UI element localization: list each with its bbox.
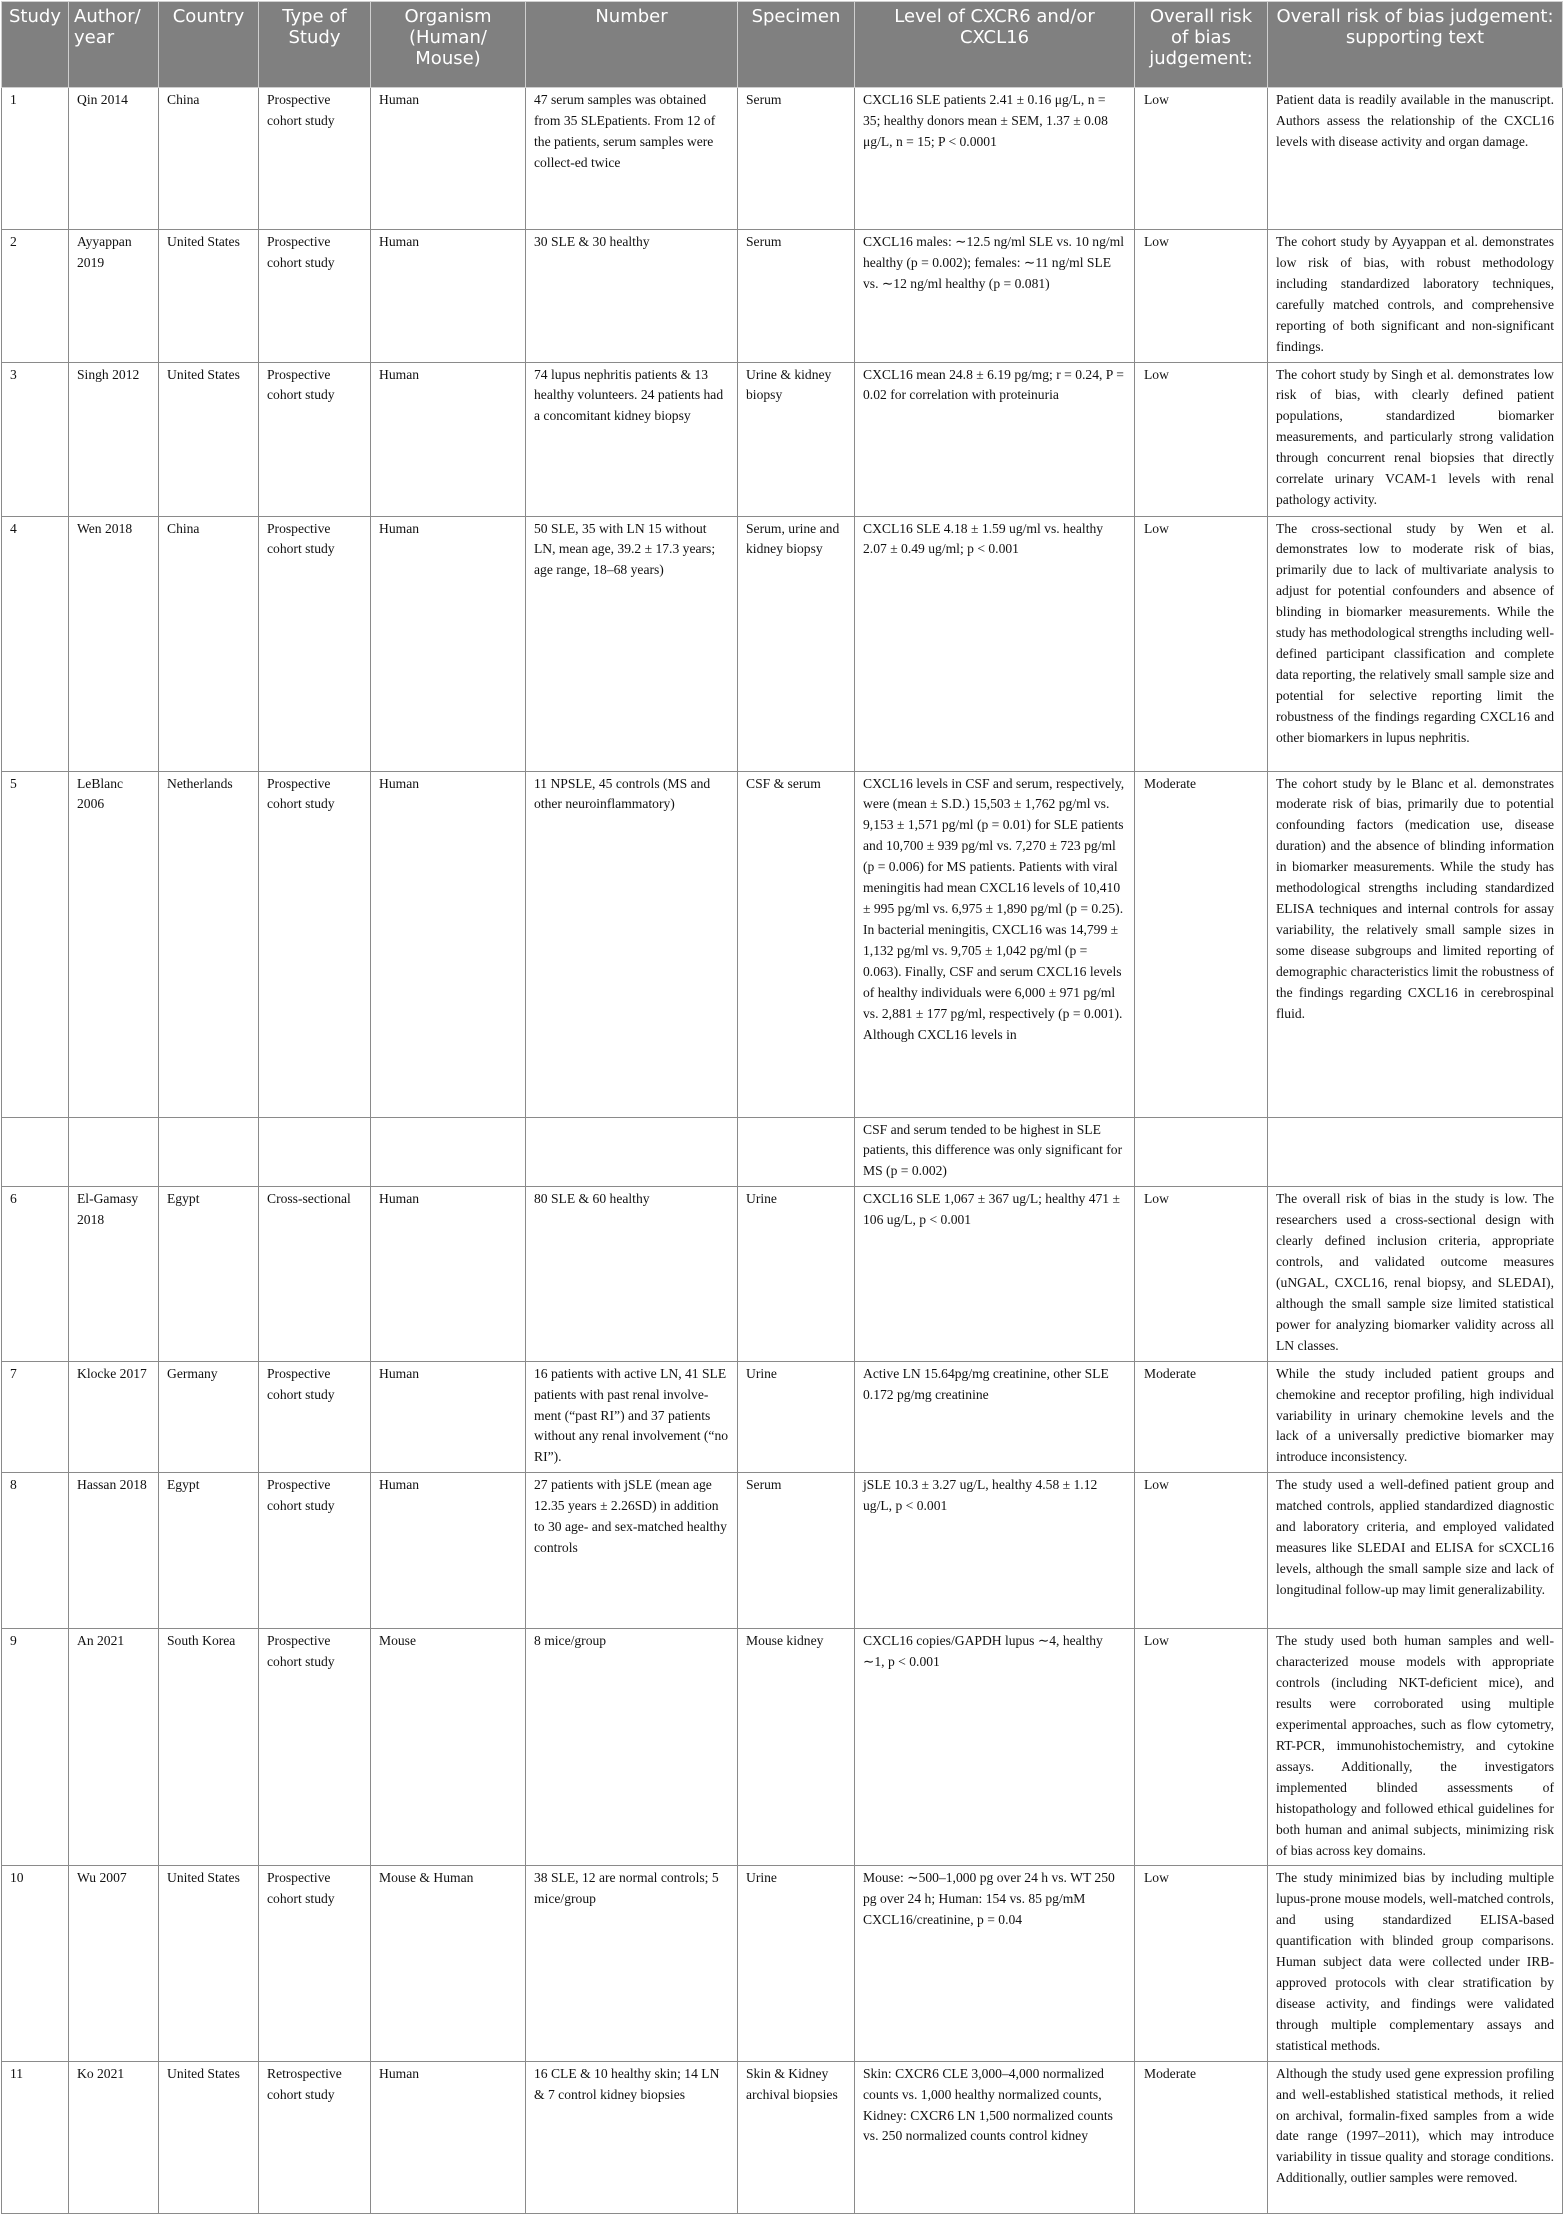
table-body: [2, 88, 1563, 2214]
cell-organism: Human: [371, 1473, 526, 1629]
cell-specimen: Urine: [738, 1361, 855, 1473]
cell-risk: Moderate: [1135, 1361, 1268, 1473]
cell-specimen: Urine & kidney biopsy: [738, 362, 855, 516]
cell-level: Mouse: ∼500–1,000 pg over 24 h vs. WT 250 pg over 24 h; Human: 154 vs. 85 pg/mM CXCL16/creatinine, p = 0.04: [855, 1866, 1135, 2061]
cell-level: CXCL16 males: ∼12.5 ng/ml SLE vs. 10 ng/ml healthy (p = 0.002); females: ∼11 ng/ml SLE vs. ∼12 ng/ml healthy (p = 0.081): [855, 230, 1135, 363]
table-row: [2, 1361, 1563, 1473]
cell-risk: Low: [1135, 1187, 1268, 1361]
cell-country: [159, 1117, 259, 1187]
cell-number: 16 patients with active LN, 41 SLE patients with past renal involve-ment (“past RI”) and 37 patients without any renal involvement (“no RI”).: [526, 1361, 738, 1473]
cell-number: 27 patients with jSLE (mean age 12.35 years ± 2.26SD) in addition to 30 age- and sex-matched healthy controls: [526, 1473, 738, 1629]
cell-country: United States: [159, 1866, 259, 2061]
cell-specimen: Urine: [738, 1866, 855, 2061]
table-row: [2, 1117, 1563, 1187]
cell-organism: Mouse: [371, 1629, 526, 1866]
cell-study: 5: [2, 771, 69, 1117]
cell-supporting-text: The study minimized bias by including multiple lupus-prone mouse models, well-matched controls, and using standardized ELISA-based quantification with blinded group comparisons. Human subject data were collected under IRB-approved protocols with clear stratification by disease activity, and findings were validated through multiple complementary assays and statistical methods.: [1268, 1866, 1563, 2061]
cell-country: United States: [159, 230, 259, 363]
cell-author-year: [69, 1117, 159, 1187]
cell-level: CXCL16 mean 24.8 ± 6.19 pg/mg; r = 0.24, P = 0.02 for correlation with proteinuria: [855, 362, 1135, 516]
cell-organism: Human: [371, 362, 526, 516]
table-row: [2, 1187, 1563, 1361]
cell-study: 2: [2, 230, 69, 363]
cell-level: jSLE 10.3 ± 3.27 ug/L, healthy 4.58 ± 1.12 ug/L, p < 0.001: [855, 1473, 1135, 1629]
header-row: [2, 2, 1563, 88]
cell-number: 8 mice/group: [526, 1629, 738, 1866]
cell-level: CXCL16 SLE 4.18 ± 1.59 ug/ml vs. healthy 2.07 ± 0.49 ug/ml; p < 0.001: [855, 516, 1135, 771]
table-row: [2, 1866, 1563, 2061]
header-type: Type of Study: [259, 2, 371, 88]
cell-study: [2, 1117, 69, 1187]
cell-country: Egypt: [159, 1473, 259, 1629]
cell-supporting-text: The cross-sectional study by Wen et al. demonstrates low to moderate risk of bias, primarily due to lack of multivariate analysis to adjust for potential confounders and absence of blinding in biomarker measurements. While the study has methodological strengths including well-defined participant classification and complete data reporting, the relatively small sample size and potential for selective reporting limit the robustness of the findings regarding CXCL16 and other biomarkers in lupus nephritis.: [1268, 516, 1563, 771]
cell-level: CXCL16 SLE 1,067 ± 367 ug/L; healthy 471 ± 106 ug/L, p < 0.001: [855, 1187, 1135, 1361]
cell-risk: Low: [1135, 516, 1268, 771]
cell-study: 4: [2, 516, 69, 771]
table-row: [2, 88, 1563, 230]
cell-supporting-text: The study used both human samples and well-characterized mouse models with appropriate controls (including NKT-deficient mice), and results were corroborated using multiple experimental approaches, such as flow cytometry, RT-PCR, immunohistochemistry, and cytokine assays. Additionally, the investigators implemented blinded assessments of histopathology and followed ethical guidelines for both human and animal subjects, minimizing risk of bias across key domains.: [1268, 1629, 1563, 1866]
cell-type: Prospective cohort study: [259, 230, 371, 363]
cell-risk: Low: [1135, 1473, 1268, 1629]
cell-number: 74 lupus nephritis patients & 13 healthy volunteers. 24 patients had a concomitant kidney biopsy: [526, 362, 738, 516]
cell-supporting-text: The cohort study by Singh et al. demonstrates low risk of bias, with clearly defined patient populations, standardized biomarker measurements, and particularly strong validation through concurrent renal biopsies that directly correlate urinary VCAM-1 levels with renal pathology activity.: [1268, 362, 1563, 516]
cell-type: Prospective cohort study: [259, 88, 371, 230]
header-supporting-text: Overall risk of bias judgement: supporting text: [1268, 2, 1563, 88]
cell-type: Retrospective cohort study: [259, 2061, 371, 2213]
cell-specimen: CSF & serum: [738, 771, 855, 1117]
cell-organism: Human: [371, 771, 526, 1117]
cell-organism: Mouse & Human: [371, 1866, 526, 2061]
cell-study: 8: [2, 1473, 69, 1629]
cell-supporting-text: Patient data is readily available in the manuscript. Authors assess the relationship of the CXCL16 levels with disease activity and organ damage.: [1268, 88, 1563, 230]
cell-risk: Moderate: [1135, 771, 1268, 1117]
cell-country: United States: [159, 362, 259, 516]
cell-organism: [371, 1117, 526, 1187]
cell-level: CXCL16 copies/GAPDH lupus ∼4, healthy ∼1, p < 0.001: [855, 1629, 1135, 1866]
cell-specimen: [738, 1117, 855, 1187]
cell-author-year: Hassan 2018: [69, 1473, 159, 1629]
cell-study: 9: [2, 1629, 69, 1866]
cell-risk: Low: [1135, 88, 1268, 230]
cell-study: 11: [2, 2061, 69, 2213]
cell-author-year: Singh 2012: [69, 362, 159, 516]
cell-level: Skin: CXCR6 CLE 3,000–4,000 normalized counts vs. 1,000 healthy normalized counts, Kidney: CXCR6 LN 1,500 normalized counts vs. 250 normalized counts control kidney: [855, 2061, 1135, 2213]
cell-country: Germany: [159, 1361, 259, 1473]
cell-type: Prospective cohort study: [259, 516, 371, 771]
cell-author-year: LeBlanc 2006: [69, 771, 159, 1117]
cell-supporting-text: The study used a well-defined patient group and matched controls, applied standardized diagnostic and laboratory criteria, and employed validated measures like SLEDAI and ELISA for sCXCL16 levels, although the small sample size and lack of longitudinal follow-up may limit generalizability.: [1268, 1473, 1563, 1629]
cell-supporting-text: The cohort study by Ayyappan et al. demonstrates low risk of bias, with robust methodology including standardized laboratory techniques, carefully matched controls, and comprehensive reporting of both significant and non-significant findings.: [1268, 230, 1563, 363]
cell-type: Prospective cohort study: [259, 1473, 371, 1629]
cell-risk: Low: [1135, 362, 1268, 516]
cell-number: 47 serum samples was obtained from 35 SLEpatients. From 12 of the patients, serum samples were collect-ed twice: [526, 88, 738, 230]
header-country: Country: [159, 2, 259, 88]
cell-risk: Low: [1135, 1629, 1268, 1866]
cell-type: Prospective cohort study: [259, 1629, 371, 1866]
cell-specimen: Serum: [738, 88, 855, 230]
cell-author-year: Wu 2007: [69, 1866, 159, 2061]
table-row: [2, 2061, 1563, 2213]
header-author-year: Author/ year: [69, 2, 159, 88]
cell-author-year: Wen 2018: [69, 516, 159, 771]
cell-type: Prospective cohort study: [259, 1866, 371, 2061]
table-row: [2, 230, 1563, 363]
cell-supporting-text: The cohort study by le Blanc et al. demonstrates moderate risk of bias, primarily due to potential confounding factors (medication use, disease duration) and the absence of blinding information in biomarker measurements. While the study has methodological strengths including standardized ELISA techniques and internal controls for assay variability, the relatively small sample sizes in some disease subgroups and limited reporting of demographic characteristics limit the robustness of the findings regarding CXCL16 in cerebrospinal fluid.: [1268, 771, 1563, 1117]
table-row: [2, 516, 1563, 771]
cell-number: 30 SLE & 30 healthy: [526, 230, 738, 363]
cell-organism: Human: [371, 516, 526, 771]
cell-organism: Human: [371, 1361, 526, 1473]
table-row: [2, 1629, 1563, 1866]
cell-level: Active LN 15.64pg/mg creatinine, other SLE 0.172 pg/mg creatinine: [855, 1361, 1135, 1473]
cell-risk: Low: [1135, 230, 1268, 363]
cell-study: 6: [2, 1187, 69, 1361]
header-risk: Overall risk of bias judgement:: [1135, 2, 1268, 88]
cell-specimen: Skin & Kidney archival biopsies: [738, 2061, 855, 2213]
table-row: [2, 362, 1563, 516]
risk-of-bias-table: [1, 1, 1563, 2214]
cell-country: Netherlands: [159, 771, 259, 1117]
cell-organism: Human: [371, 88, 526, 230]
cell-level: CSF and serum tended to be highest in SLE patients, this difference was only significant for MS (p = 0.002): [855, 1117, 1135, 1187]
cell-specimen: Serum: [738, 230, 855, 363]
cell-author-year: Qin 2014: [69, 88, 159, 230]
cell-organism: Human: [371, 230, 526, 363]
cell-type: Prospective cohort study: [259, 771, 371, 1117]
cell-number: [526, 1117, 738, 1187]
cell-country: China: [159, 516, 259, 771]
cell-number: 11 NPSLE, 45 controls (MS and other neuroinflammatory): [526, 771, 738, 1117]
cell-supporting-text: [1268, 1117, 1563, 1187]
cell-author-year: Ko 2021: [69, 2061, 159, 2213]
cell-specimen: Serum: [738, 1473, 855, 1629]
cell-author-year: El-Gamasy 2018: [69, 1187, 159, 1361]
cell-risk: Moderate: [1135, 2061, 1268, 2213]
cell-risk: [1135, 1117, 1268, 1187]
cell-study: 3: [2, 362, 69, 516]
cell-type: [259, 1117, 371, 1187]
table-row: [2, 1473, 1563, 1629]
cell-country: China: [159, 88, 259, 230]
cell-number: 50 SLE, 35 with LN 15 without LN, mean age, 39.2 ± 17.3 years; age range, 18–68 years): [526, 516, 738, 771]
cell-organism: Human: [371, 2061, 526, 2213]
cell-country: South Korea: [159, 1629, 259, 1866]
cell-study: 7: [2, 1361, 69, 1473]
cell-author-year: Klocke 2017: [69, 1361, 159, 1473]
cell-specimen: Mouse kidney: [738, 1629, 855, 1866]
cell-country: United States: [159, 2061, 259, 2213]
cell-supporting-text: Although the study used gene expression profiling and well-established statistical methods, it relied on archival, formalin-fixed samples from a wide date range (1997–2011), which may introduce variability in tissue quality and storage conditions. Additionally, outlier samples were removed.: [1268, 2061, 1563, 2213]
table-row: [2, 771, 1563, 1117]
cell-study: 1: [2, 88, 69, 230]
cell-level: CXCL16 SLE patients 2.41 ± 0.16 μg/L, n = 35; healthy donors mean ± SEM, 1.37 ± 0.08 μg/L, n = 15; P < 0.0001: [855, 88, 1135, 230]
cell-risk: Low: [1135, 1866, 1268, 2061]
cell-number: 16 CLE & 10 healthy skin; 14 LN & 7 control kidney biopsies: [526, 2061, 738, 2213]
cell-supporting-text: While the study included patient groups and chemokine and receptor profiling, high individual variability in urinary chemokine levels and the lack of a universally predictive biomarker may introduce inconsistency.: [1268, 1361, 1563, 1473]
cell-type: Cross-sectional: [259, 1187, 371, 1361]
header-organism: Organism (Human/ Mouse): [371, 2, 526, 88]
cell-specimen: Serum, urine and kidney biopsy: [738, 516, 855, 771]
cell-author-year: An 2021: [69, 1629, 159, 1866]
cell-level: CXCL16 levels in CSF and serum, respectively, were (mean ± S.D.) 15,503 ± 1,762 pg/ml vs. 9,153 ± 1,571 pg/ml (p = 0.01) for SLE patients and 10,700 ± 939 pg/ml vs. 7,270 ± 723 pg/ml (p = 0.006) for MS patients. Patients with viral meningitis had mean CXCL16 levels of 10,410 ± 995 pg/ml vs. 6,975 ± 1,890 pg/ml (p = 0.25). In bacterial meningitis, CXCL16 was 14,799 ± 1,132 pg/ml vs. 9,705 ± 1,042 pg/ml (p = 0.063). Finally, CSF and serum CXCL16 levels of healthy individuals were 6,000 ± 971 pg/ml vs. 2,881 ± 177 pg/ml, respectively (p = 0.001). Although CXCL16 levels in: [855, 771, 1135, 1117]
header-level: Level of CXCR6 and/or CXCL16: [855, 2, 1135, 88]
header-number: Number: [526, 2, 738, 88]
cell-number: 80 SLE & 60 healthy: [526, 1187, 738, 1361]
cell-study: 10: [2, 1866, 69, 2061]
cell-country: Egypt: [159, 1187, 259, 1361]
header-study: Study: [2, 2, 69, 88]
cell-type: Prospective cohort study: [259, 362, 371, 516]
cell-number: 38 SLE, 12 are normal controls; 5 mice/group: [526, 1866, 738, 2061]
cell-type: Prospective cohort study: [259, 1361, 371, 1473]
header-specimen: Specimen: [738, 2, 855, 88]
cell-specimen: Urine: [738, 1187, 855, 1361]
cell-author-year: Ayyappan 2019: [69, 230, 159, 363]
cell-supporting-text: The overall risk of bias in the study is low. The researchers used a cross-sectional design with clearly defined inclusion criteria, appropriate controls, and validated outcome measures (uNGAL, CXCL16, renal biopsy, and SLEDAI), although the small sample size limited statistical power for analyzing biomarker validity across all LN classes.: [1268, 1187, 1563, 1361]
cell-organism: Human: [371, 1187, 526, 1361]
